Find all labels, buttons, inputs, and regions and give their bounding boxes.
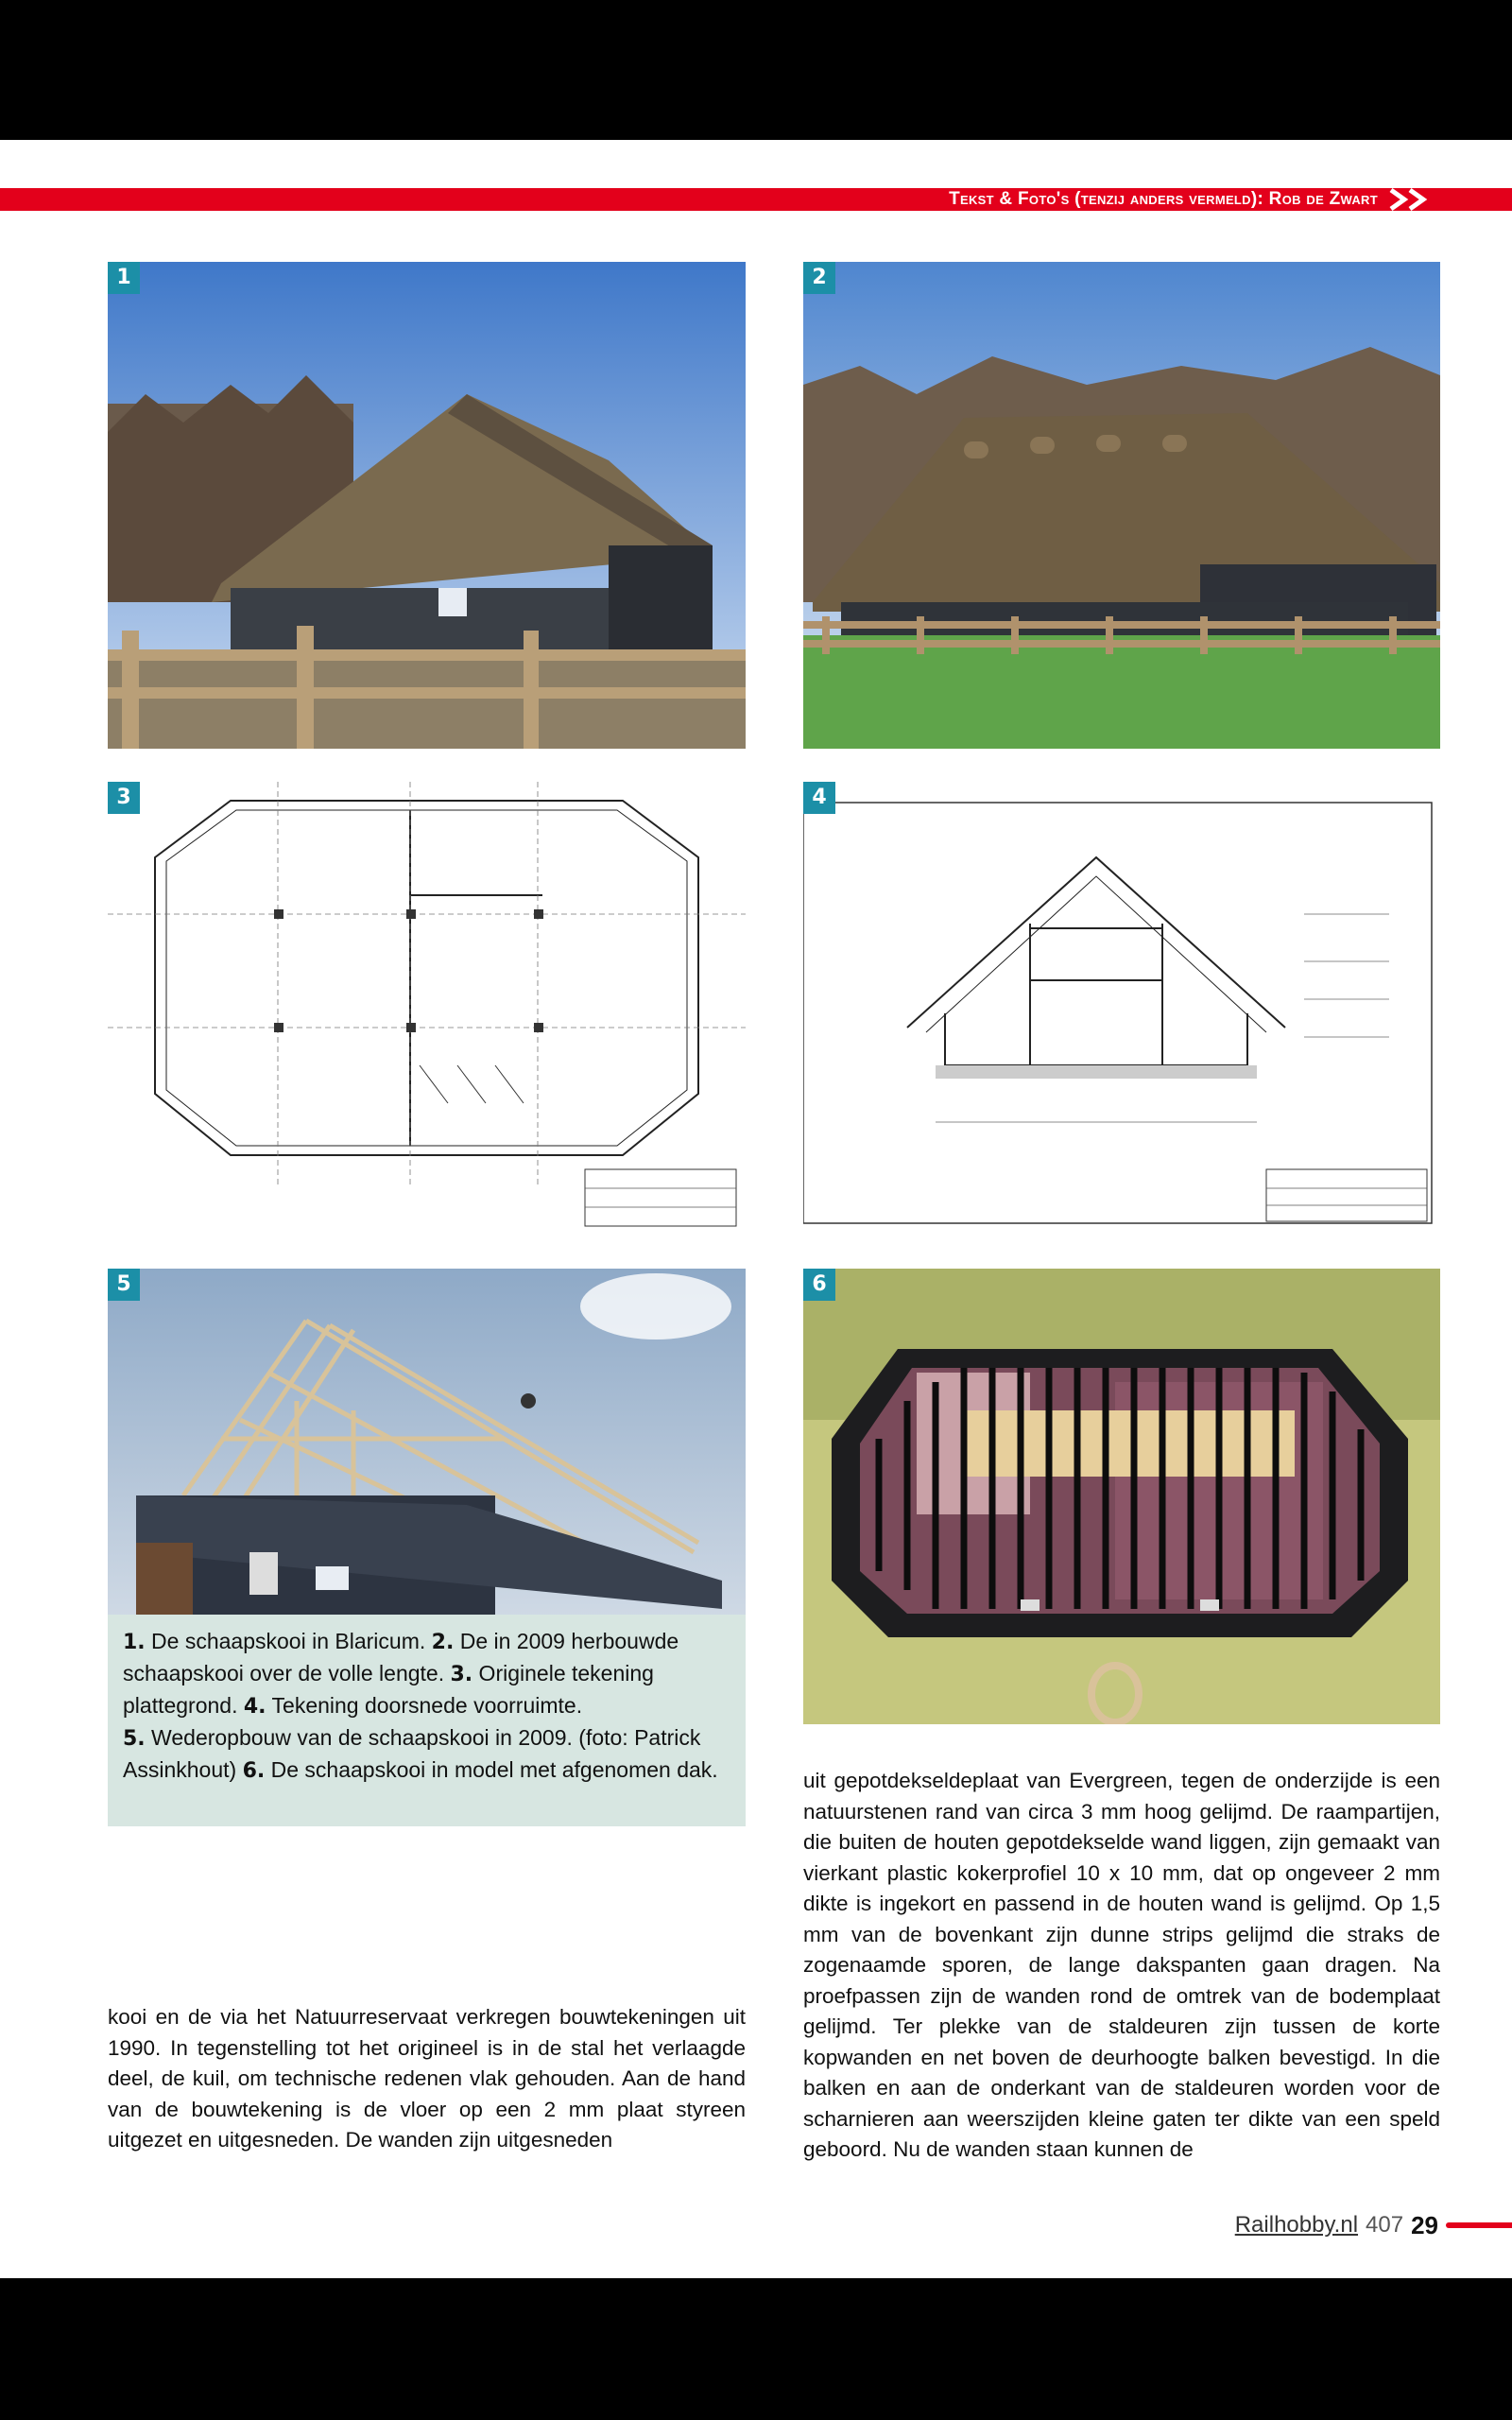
author-credit: Tekst & Foto's (tenzij anders vermeld): Rob de Zwart	[949, 189, 1378, 209]
caption-number-5: 5.	[123, 1727, 146, 1751]
body-column-right: uit gepotdekseldeplaat van Evergreen, tegen de onderzijde is een natuurstenen rand van circa 3 mm hoog gelijmd. De raampartijen, die buiten de houten gepotdekselde wand liggen, zijn gemaakt van vierkant plastic kokerprofiel 10 x 10 mm, dat op ongeveer 2 mm dikte is ingekort en passend in de houten wand is gelijmd. Op 1,5 mm van de bovenkant zijn dunne strips gelijmd die straks de zogenaamde sporen, de lange dakspanten gaan dragen. Na proefpassen zijn de wanden rond de omtrek van de bodemplaat gelijmd. Ter plekke van de staldeuren zijn tussen de korte kopwanden en net boven de deurhoogte balken bevestigd. In die balken en aan de onderkant van de staldeuren worden voor de scharnieren aan weerszijden kleine gaten ter dikte van een speld geboord. Nu de wanden staan kunnen de	[803, 1769, 1440, 2161]
figure-number: 1	[108, 262, 140, 294]
caption-text-5: Wederopbouw van de schaapskooi in 2009. (foto: Patrick Assinkhout)	[123, 1725, 701, 1782]
drawing-4-section-drawing	[803, 782, 1440, 1234]
page-footer	[1235, 2206, 1512, 2244]
caption-text-3: Originele tekening plattegrond.	[123, 1661, 654, 1718]
figure-captions	[108, 1615, 746, 1826]
caption-number-1: 1.	[123, 1631, 146, 1654]
caption-number-4: 4.	[243, 1695, 266, 1719]
figure-number: 4	[803, 782, 835, 814]
site-link[interactable]: Railhobby.nl	[1234, 2212, 1359, 2238]
drawing-3-floor-plan	[108, 782, 746, 1234]
caption-text-1: De schaapskooi in Blaricum.	[145, 1629, 432, 1653]
figure-number: 5	[108, 1269, 140, 1301]
photo-6-scale-model	[803, 1269, 1440, 1724]
caption-number-6: 6.	[242, 1759, 266, 1783]
chevron-right-icon	[1387, 186, 1440, 213]
photo-1-sheepfold-blaricum	[108, 262, 746, 749]
body-column-left: kooi en de via het Natuurreservaat verkregen bouwtekeningen uit 1990. In tegenstelling tot het origineel is in de stal het verlaagde deel, de kuil, om technische redenen vlak gehouden. Aan de hand van de bouwtekening is de vloer op een 2 mm plaat styreen uitgezet en uitgesneden. De wanden zijn uitgesneden	[108, 2005, 746, 2152]
photo-2-rebuilt-sheepfold	[803, 262, 1440, 749]
caption-text-6: De schaapskooi in model met afgenomen dak.	[265, 1757, 718, 1782]
caption-text-4: Tekening doorsnede voorruimte.	[266, 1693, 583, 1718]
issue-number: 407	[1366, 2212, 1404, 2238]
page-number: 29	[1411, 2210, 1438, 2239]
caption-number-2: 2.	[431, 1631, 455, 1654]
figure-number: 2	[803, 262, 835, 294]
figure-number: 3	[108, 782, 140, 814]
figure-number: 6	[803, 1269, 835, 1301]
caption-number-3: 3.	[450, 1663, 473, 1686]
footer-red-line	[1446, 2222, 1512, 2228]
caption-text-2: De in 2009 herbouwde schaapskooi over de volle lengte.	[123, 1629, 679, 1685]
